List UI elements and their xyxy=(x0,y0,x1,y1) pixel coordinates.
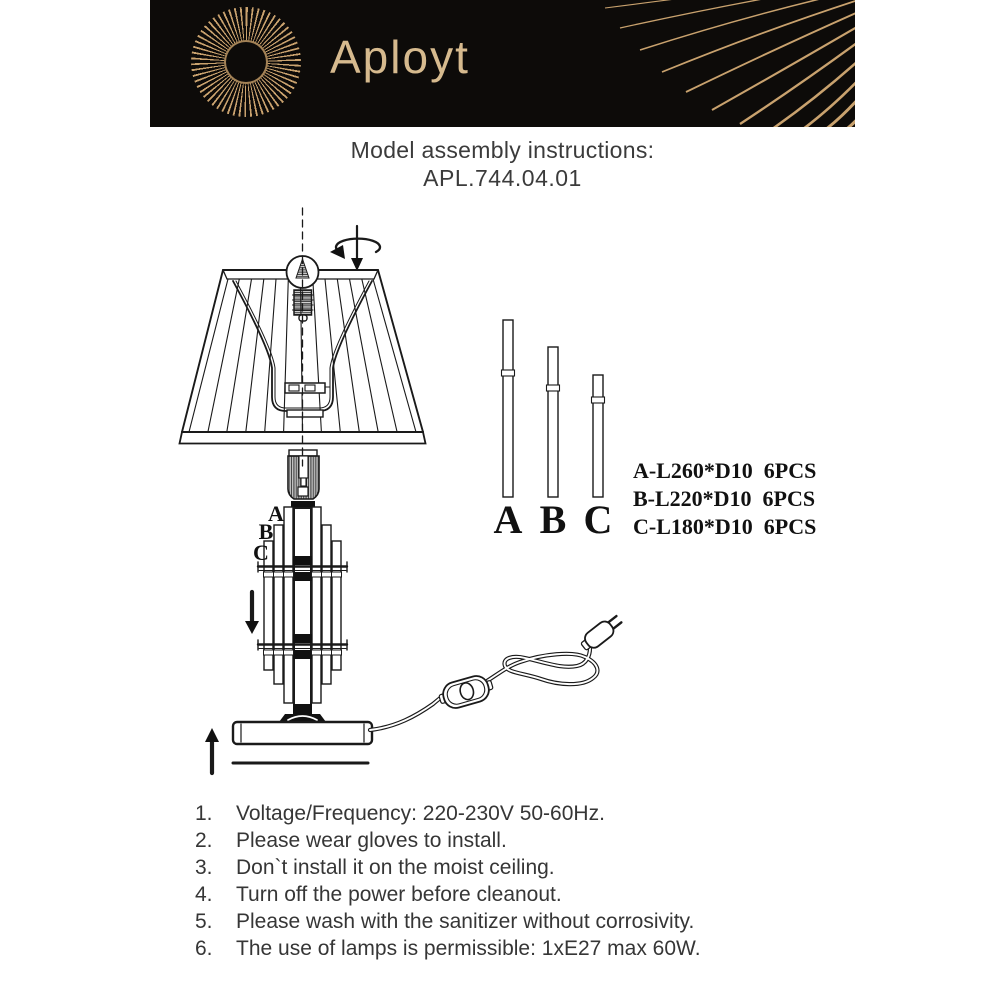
instruction-item xyxy=(195,800,701,827)
instruction-item xyxy=(195,854,701,881)
model-number: APL.744.04.01 xyxy=(423,165,582,191)
rotation-arrow-icon xyxy=(330,226,380,271)
instructions-list xyxy=(195,800,701,962)
page-title: Model assembly instructions: xyxy=(350,137,655,163)
up-arrow-icon xyxy=(205,728,219,773)
instruction-text: Please wear gloves to install. xyxy=(236,829,507,852)
lamp-rod-label-c: C xyxy=(253,540,269,565)
instruction-item xyxy=(195,881,701,908)
cord-switch xyxy=(436,672,495,712)
lamp-rod-label-b: B xyxy=(258,519,274,544)
base xyxy=(233,714,372,763)
part-rod-c xyxy=(592,375,605,497)
instruction-item xyxy=(195,908,701,935)
part-rod-a xyxy=(502,320,515,497)
assembly-diagram xyxy=(150,195,855,785)
part-spec-a: A-L260*D10 6PCS xyxy=(633,458,817,483)
instruction-item xyxy=(195,827,701,854)
instruction-number: 5. xyxy=(195,910,213,933)
instruction-text: Don`t install it on the moist ceiling. xyxy=(236,856,555,879)
instruction-text: Please wash with the sanitizer without corrosivity. xyxy=(236,910,695,933)
instruction-number: 6. xyxy=(195,937,213,960)
part-spec-b: B-L220*D10 6PCS xyxy=(633,486,816,511)
title-block xyxy=(150,136,855,192)
part-label-c: C xyxy=(583,497,613,542)
part-spec-c: C-L180*D10 6PCS xyxy=(633,514,817,539)
part-label-b: B xyxy=(539,497,567,542)
down-arrow-icon xyxy=(245,592,259,634)
corner-rays-icon xyxy=(150,0,855,127)
part-rod-b xyxy=(547,347,560,497)
part-label-a: A xyxy=(493,497,523,542)
instruction-number: 1. xyxy=(195,802,213,825)
instruction-text: Turn off the power before cleanout. xyxy=(236,883,562,906)
instruction-number: 4. xyxy=(195,883,213,906)
socket xyxy=(288,450,319,508)
lamp-rod-label-a: A xyxy=(268,501,284,526)
instruction-number: 3. xyxy=(195,856,213,879)
instruction-text: Voltage/Frequency: 220-230V 50-60Hz. xyxy=(236,802,605,825)
instruction-text: The use of lamps is permissible: 1xE27 max 60W. xyxy=(236,937,701,960)
brand-header xyxy=(150,0,855,127)
plug-icon xyxy=(578,613,624,654)
brand-name: Aployt xyxy=(330,31,470,83)
instruction-item xyxy=(195,935,701,962)
instruction-number: 2. xyxy=(195,829,213,852)
